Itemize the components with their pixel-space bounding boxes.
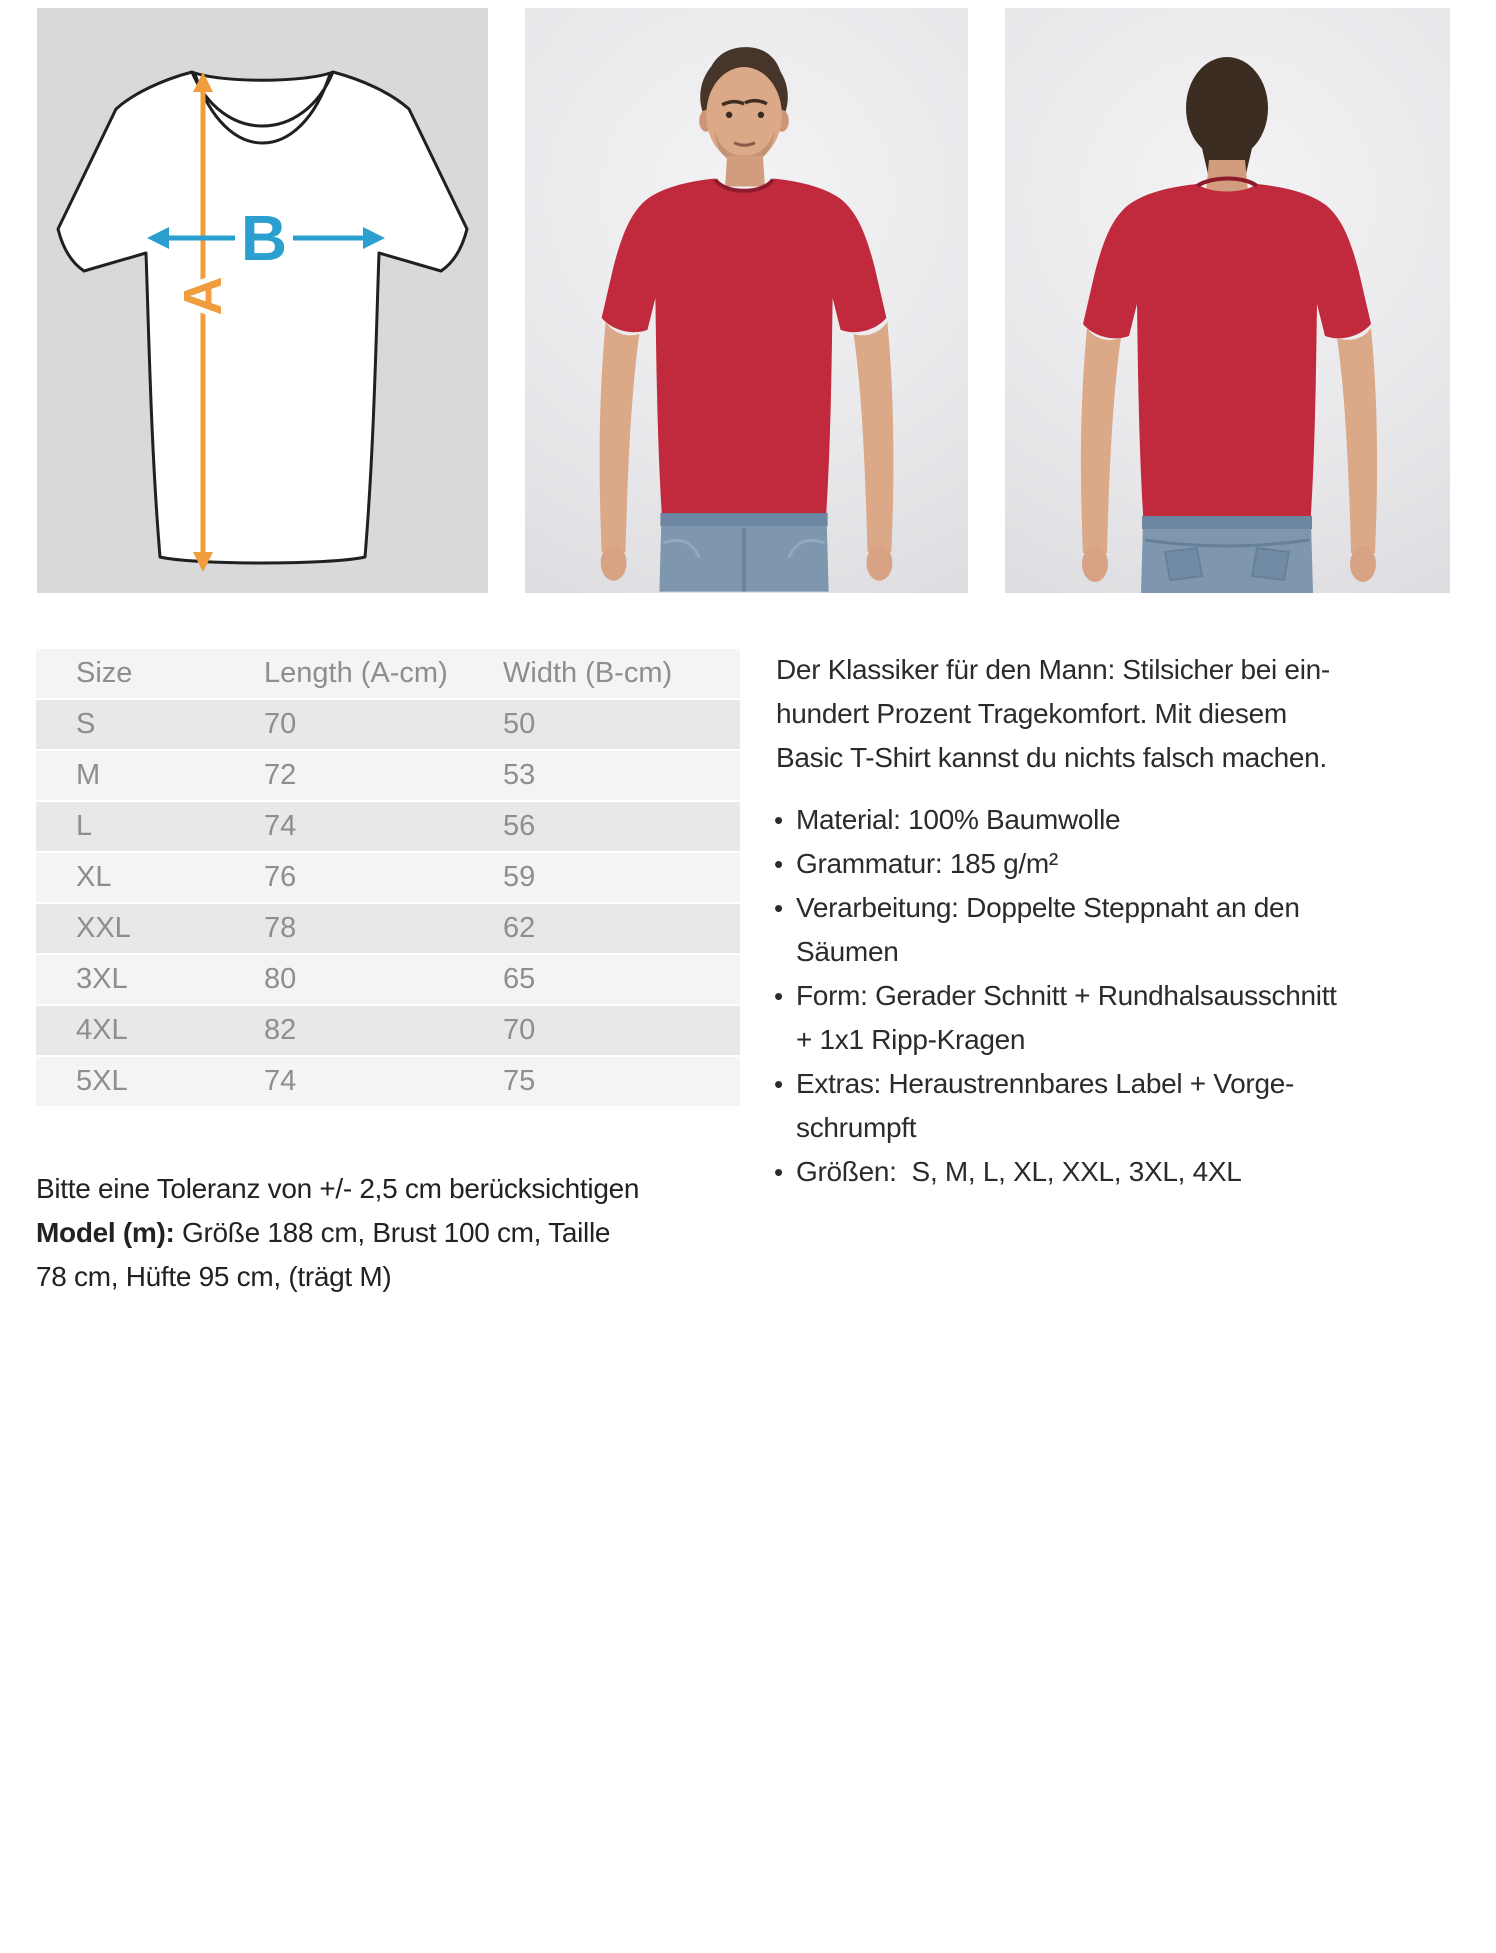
feature-item-text: Verarbeitung: Doppelte Steppnaht an den Säumen xyxy=(796,892,1300,967)
feature-item xyxy=(774,798,1436,842)
product-photo-front xyxy=(525,8,968,593)
tolerance-note: Bitte eine Toleranz von +/- 2,5 cm berücksichtigen xyxy=(36,1173,640,1204)
feature-item xyxy=(774,886,1436,974)
bullet-icon: • xyxy=(774,1157,783,1187)
model-back-illustration xyxy=(1005,8,1450,593)
table-cell: 74 xyxy=(264,810,297,842)
table-cell: 70 xyxy=(503,1014,536,1046)
bullet-icon: • xyxy=(774,805,783,835)
model-info-line1 xyxy=(36,1211,756,1255)
table-row xyxy=(36,955,740,1004)
feature-item-text: Größen: S, M, L, XL, XXL, 3XL, 4XL xyxy=(796,1156,1242,1187)
table-cell: 75 xyxy=(503,1065,536,1097)
table-cell: M xyxy=(76,759,101,791)
model-front-illustration xyxy=(525,8,968,593)
product-description xyxy=(776,648,1436,1194)
table-cell: 3XL xyxy=(76,963,128,995)
table-row xyxy=(36,700,740,749)
table-cell: XXL xyxy=(76,912,131,944)
table-cell: 62 xyxy=(503,912,536,944)
table-cell: L xyxy=(76,810,93,842)
description-line: hundert Prozent Tragekomfort. Mit diesem xyxy=(776,698,1287,729)
bullet-icon: • xyxy=(774,893,783,923)
table-cell: 82 xyxy=(264,1014,297,1046)
table-cell: S xyxy=(76,708,96,740)
model-label: Model (m): xyxy=(36,1217,175,1248)
column-header-length: Length (A-cm) xyxy=(264,657,448,689)
size-table-body xyxy=(36,700,740,1106)
description-line: Der Klassiker für den Mann: Stilsicher bei ein- xyxy=(776,654,1330,685)
feature-list xyxy=(776,798,1436,1194)
table-cell: 5XL xyxy=(76,1065,128,1097)
table-cell: 72 xyxy=(264,759,297,791)
table-cell: 76 xyxy=(264,861,297,893)
product-photo-back xyxy=(1005,8,1450,593)
tshirt-measurement-diagram xyxy=(37,8,488,593)
bullet-icon: • xyxy=(774,1069,783,1099)
table-cell: 56 xyxy=(503,810,536,842)
column-header-size: Size xyxy=(76,657,133,689)
feature-item xyxy=(774,974,1436,1062)
size-table-header xyxy=(36,649,740,698)
bullet-icon: • xyxy=(774,981,783,1011)
table-cell: 80 xyxy=(264,963,297,995)
feature-item-text: Grammatur: 185 g/m² xyxy=(796,848,1058,879)
size-table xyxy=(36,649,740,1108)
model-info-rest: Größe 188 cm, Brust 100 cm, Taille xyxy=(174,1217,611,1248)
table-row xyxy=(36,904,740,953)
table-row xyxy=(36,853,740,902)
table-cell: 53 xyxy=(503,759,536,791)
feature-item xyxy=(774,1150,1436,1194)
table-cell: 59 xyxy=(503,861,536,893)
feature-item xyxy=(774,1062,1436,1150)
label-b: B xyxy=(240,202,288,274)
table-cell: 74 xyxy=(264,1065,297,1097)
feature-item xyxy=(774,842,1436,886)
feature-item-text: Extras: Heraustrennbares Label + Vorge- schrumpft xyxy=(796,1068,1295,1143)
model-info-line2: 78 cm, Hüfte 95 cm, (trägt M) xyxy=(36,1261,392,1292)
table-row xyxy=(36,1006,740,1055)
measurement-notes xyxy=(36,1167,756,1299)
description-line: Basic T-Shirt kannst du nichts falsch machen. xyxy=(776,742,1327,773)
table-cell: 65 xyxy=(503,963,536,995)
table-cell: 70 xyxy=(264,708,297,740)
table-cell: 78 xyxy=(264,912,297,944)
bullet-icon: • xyxy=(774,849,783,879)
table-cell: 4XL xyxy=(76,1014,128,1046)
column-header-width: Width (B-cm) xyxy=(503,657,673,689)
table-cell: 50 xyxy=(503,708,536,740)
table-cell: XL xyxy=(76,861,112,893)
label-a: A xyxy=(173,276,233,316)
table-row xyxy=(36,802,740,851)
table-row xyxy=(36,751,740,800)
tshirt-outline xyxy=(58,72,467,563)
feature-item-text: Material: 100% Baumwolle xyxy=(796,804,1121,835)
size-diagram-panel xyxy=(37,8,488,593)
feature-item-text: Form: Gerader Schnitt + Rundhalsausschnitt + 1x1 Ripp-Kragen xyxy=(796,980,1337,1055)
table-row xyxy=(36,1057,740,1106)
